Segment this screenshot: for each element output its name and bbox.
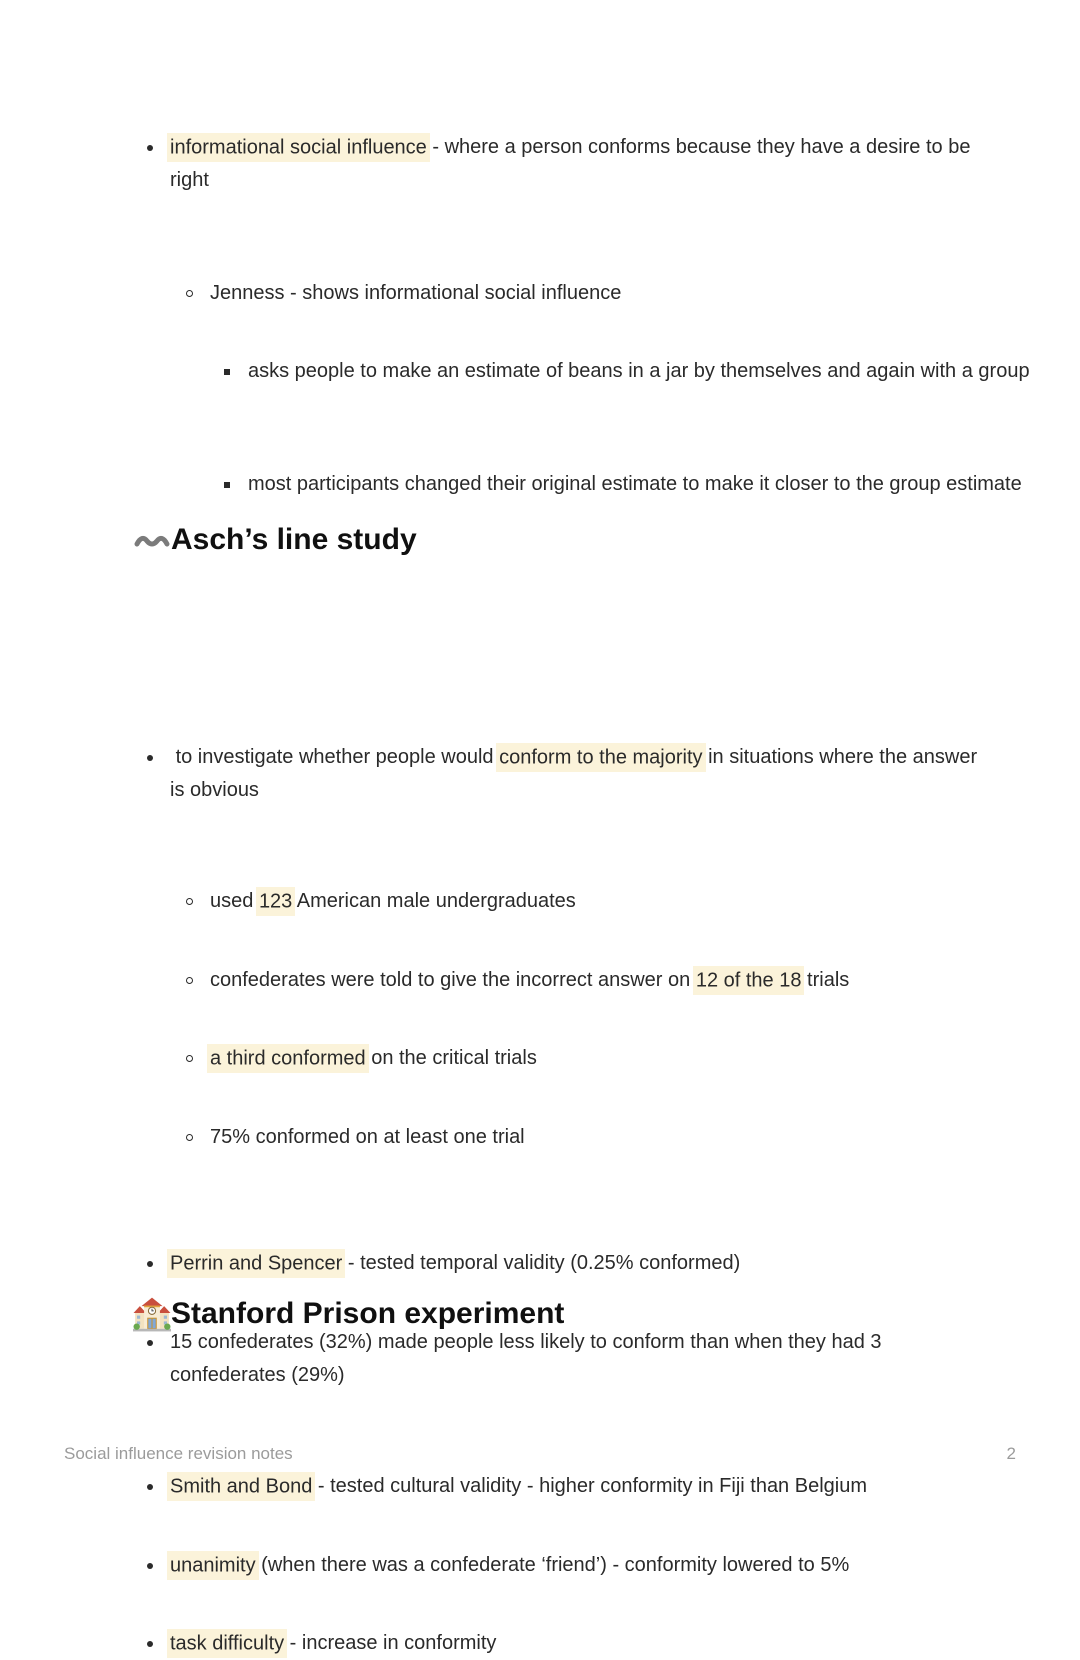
- circle-marker-icon: [186, 290, 193, 297]
- text-segment: American male undergraduates: [292, 890, 576, 912]
- disc-marker-icon: [147, 1484, 153, 1490]
- text-segment: most participants changed their original estimate to make it closer to the group estimate: [248, 473, 1022, 495]
- sub-bullet-item-third-conformed: [133, 1042, 1024, 1075]
- disc-marker-icon: [147, 1261, 153, 1267]
- highlighted-text: 123: [259, 887, 292, 916]
- wavy-dash-icon: [133, 521, 171, 559]
- circle-marker-icon: [186, 898, 193, 905]
- square-marker-icon: [224, 482, 230, 488]
- highlighted-text: Perrin and Spencer: [170, 1249, 342, 1278]
- highlighted-text: unanimity: [170, 1551, 256, 1580]
- text-segment: confederates were told to give the incorrect answer on: [210, 969, 696, 991]
- highlighted-text: informational social influence: [170, 133, 427, 162]
- circle-marker-icon: [186, 1055, 193, 1062]
- bullet-item-task-difficulty: [133, 1627, 984, 1660]
- disc-marker-icon: [147, 1641, 153, 1647]
- bullet-item-smith-bond: [133, 1470, 984, 1503]
- text-segment: used: [210, 890, 259, 912]
- bullet-item-informational: [133, 131, 984, 197]
- sub-sub-bullet-item-estimate: [133, 468, 1062, 501]
- text-segment: to investigate whether people would: [170, 746, 500, 768]
- disc-marker-icon: [147, 1340, 153, 1346]
- text-segment: 75% conformed on at least one trial: [210, 1126, 525, 1148]
- footer-title: Social influence revision notes: [64, 1444, 293, 1463]
- section-heading-stanford: [133, 1292, 947, 1336]
- disc-marker-icon: [147, 755, 153, 761]
- sub-bullet-item-75-percent: [133, 1121, 1024, 1154]
- text-segment: - tested cultural validity - higher conformity in Fiji than Belgium: [312, 1475, 867, 1497]
- circle-marker-icon: [186, 977, 193, 984]
- text-segment: - increase in conformity: [284, 1632, 497, 1654]
- sub-bullet-item-trials: [133, 964, 1024, 997]
- text-segment: - where a person conforms because they have a desire to be right: [170, 136, 971, 191]
- highlighted-text: a third conformed: [210, 1044, 366, 1073]
- text-segment: 15 confederates (32%) made people less likely to conform than when they had 3 confederates (29%): [170, 1331, 882, 1386]
- disc-marker-icon: [147, 1563, 153, 1569]
- bullet-item-aim: [133, 741, 984, 807]
- text-segment: in situations where the answer is obvious: [170, 746, 983, 801]
- section-heading-asch: [133, 518, 947, 562]
- page-footer: [64, 1442, 1016, 1466]
- heading-text: Stanford Prison experiment: [171, 1297, 565, 1330]
- highlighted-text: Smith and Bond: [170, 1472, 312, 1501]
- disc-marker-icon: [147, 145, 153, 151]
- page-number: 2: [1006, 1444, 1016, 1463]
- highlighted-text: task difficulty: [170, 1629, 284, 1658]
- bullet-item-perrin-spencer: [133, 1247, 984, 1280]
- heading-text: Asch’s line study: [171, 523, 417, 556]
- highlighted-text: conform to the majority: [499, 743, 702, 772]
- school-icon: [133, 1295, 171, 1333]
- text-segment: trials: [801, 969, 850, 991]
- sub-bullet-item-jenness: [133, 277, 1024, 310]
- text-segment: (when there was a confederate ‘friend’) - conformity lowered to 5%: [255, 1554, 850, 1576]
- sub-sub-bullet-item-beans: [133, 355, 1062, 388]
- bullet-item-unanimity: [133, 1549, 984, 1582]
- text-segment: Jenness - shows informational social influence: [210, 282, 622, 304]
- highlighted-text: 12 of the 18: [696, 966, 802, 995]
- sub-bullet-item-sample: [133, 885, 1024, 918]
- text-segment: asks people to make an estimate of beans in a jar by themselves and again with a group: [248, 360, 1030, 382]
- circle-marker-icon: [186, 1134, 193, 1141]
- text-segment: - tested temporal validity (0.25% conformed): [342, 1252, 741, 1274]
- text-segment: on the critical trials: [365, 1047, 537, 1069]
- square-marker-icon: [224, 369, 230, 375]
